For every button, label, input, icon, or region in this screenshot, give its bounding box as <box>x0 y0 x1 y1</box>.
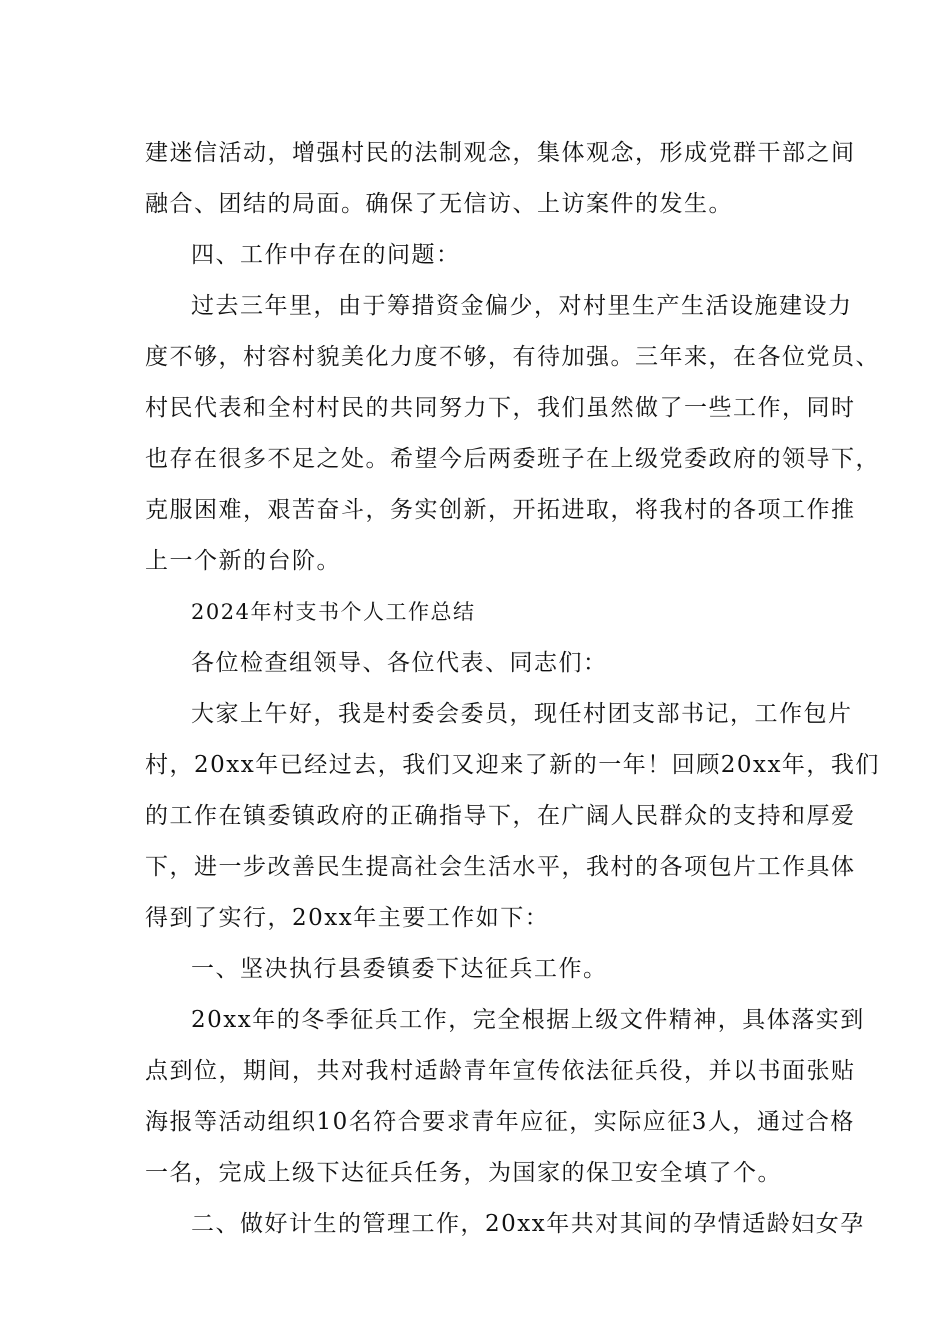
paragraph-line: 上一个新的台阶。 <box>145 548 341 574</box>
paragraph-line: 点到位，期间，共对我村适龄青年宣传依法征兵役，并以书面张贴 <box>145 1058 856 1084</box>
section-heading: 二、做好计生的管理工作，20xx年共对其间的孕情适龄妇女孕 <box>191 1211 865 1237</box>
paragraph-line: 一名，完成上级下达征兵任务，为国家的保卫安全填了个。 <box>145 1160 782 1186</box>
section-heading: 一、坚决执行县委镇委下达征兵工作。 <box>191 956 608 982</box>
document-body <box>145 128 880 1250</box>
salutation: 各位检查组领导、各位代表、同志们： <box>191 650 608 676</box>
paragraph-line: 村，20xx年已经过去，我们又迎来了新的一年！回顾20xx年，我们 <box>145 752 880 778</box>
paragraph-line: 20xx年的冬季征兵工作，完全根据上级文件精神，具体落实到 <box>191 1007 865 1033</box>
paragraph-line: 过去三年里，由于筹措资金偏少，对村里生产生活设施建设力 <box>191 293 853 319</box>
document-title: 2024年村支书个人工作总结 <box>191 600 476 624</box>
paragraph-line: 海报等活动组织10名符合要求青年应征，实际应征3人，通过合格 <box>145 1109 855 1135</box>
section-heading: 四、工作中存在的问题： <box>191 242 461 268</box>
paragraph-line: 下，进一步改善民生提高社会生活水平，我村的各项包片工作具体 <box>145 854 856 880</box>
paragraph-line: 建迷信活动，增强村民的法制观念，集体观念，形成党群干部之间 <box>145 140 856 166</box>
paragraph-line: 大家上午好，我是村委会委员，现任村团支部书记，工作包片 <box>191 701 853 727</box>
paragraph-line: 的工作在镇委镇政府的正确指导下，在广阔人民群众的支持和厚爱 <box>145 803 856 829</box>
paragraph-line: 融合、团结的局面。确保了无信访、上访案件的发生。 <box>145 191 733 217</box>
paragraph-line: 得到了实行，20xx年主要工作如下： <box>145 905 550 931</box>
paragraph-line: 克服困难，艰苦奋斗，务实创新，开拓进取，将我村的各项工作推 <box>145 497 856 523</box>
paragraph-line: 度不够，村容村貌美化力度不够，有待加强。三年来，在各位党员、 <box>145 344 880 370</box>
paragraph-line: 村民代表和全村村民的共同努力下，我们虽然做了一些工作，同时 <box>145 395 856 421</box>
paragraph-line: 也存在很多不足之处。希望今后两委班子在上级党委政府的领导下， <box>145 446 880 472</box>
